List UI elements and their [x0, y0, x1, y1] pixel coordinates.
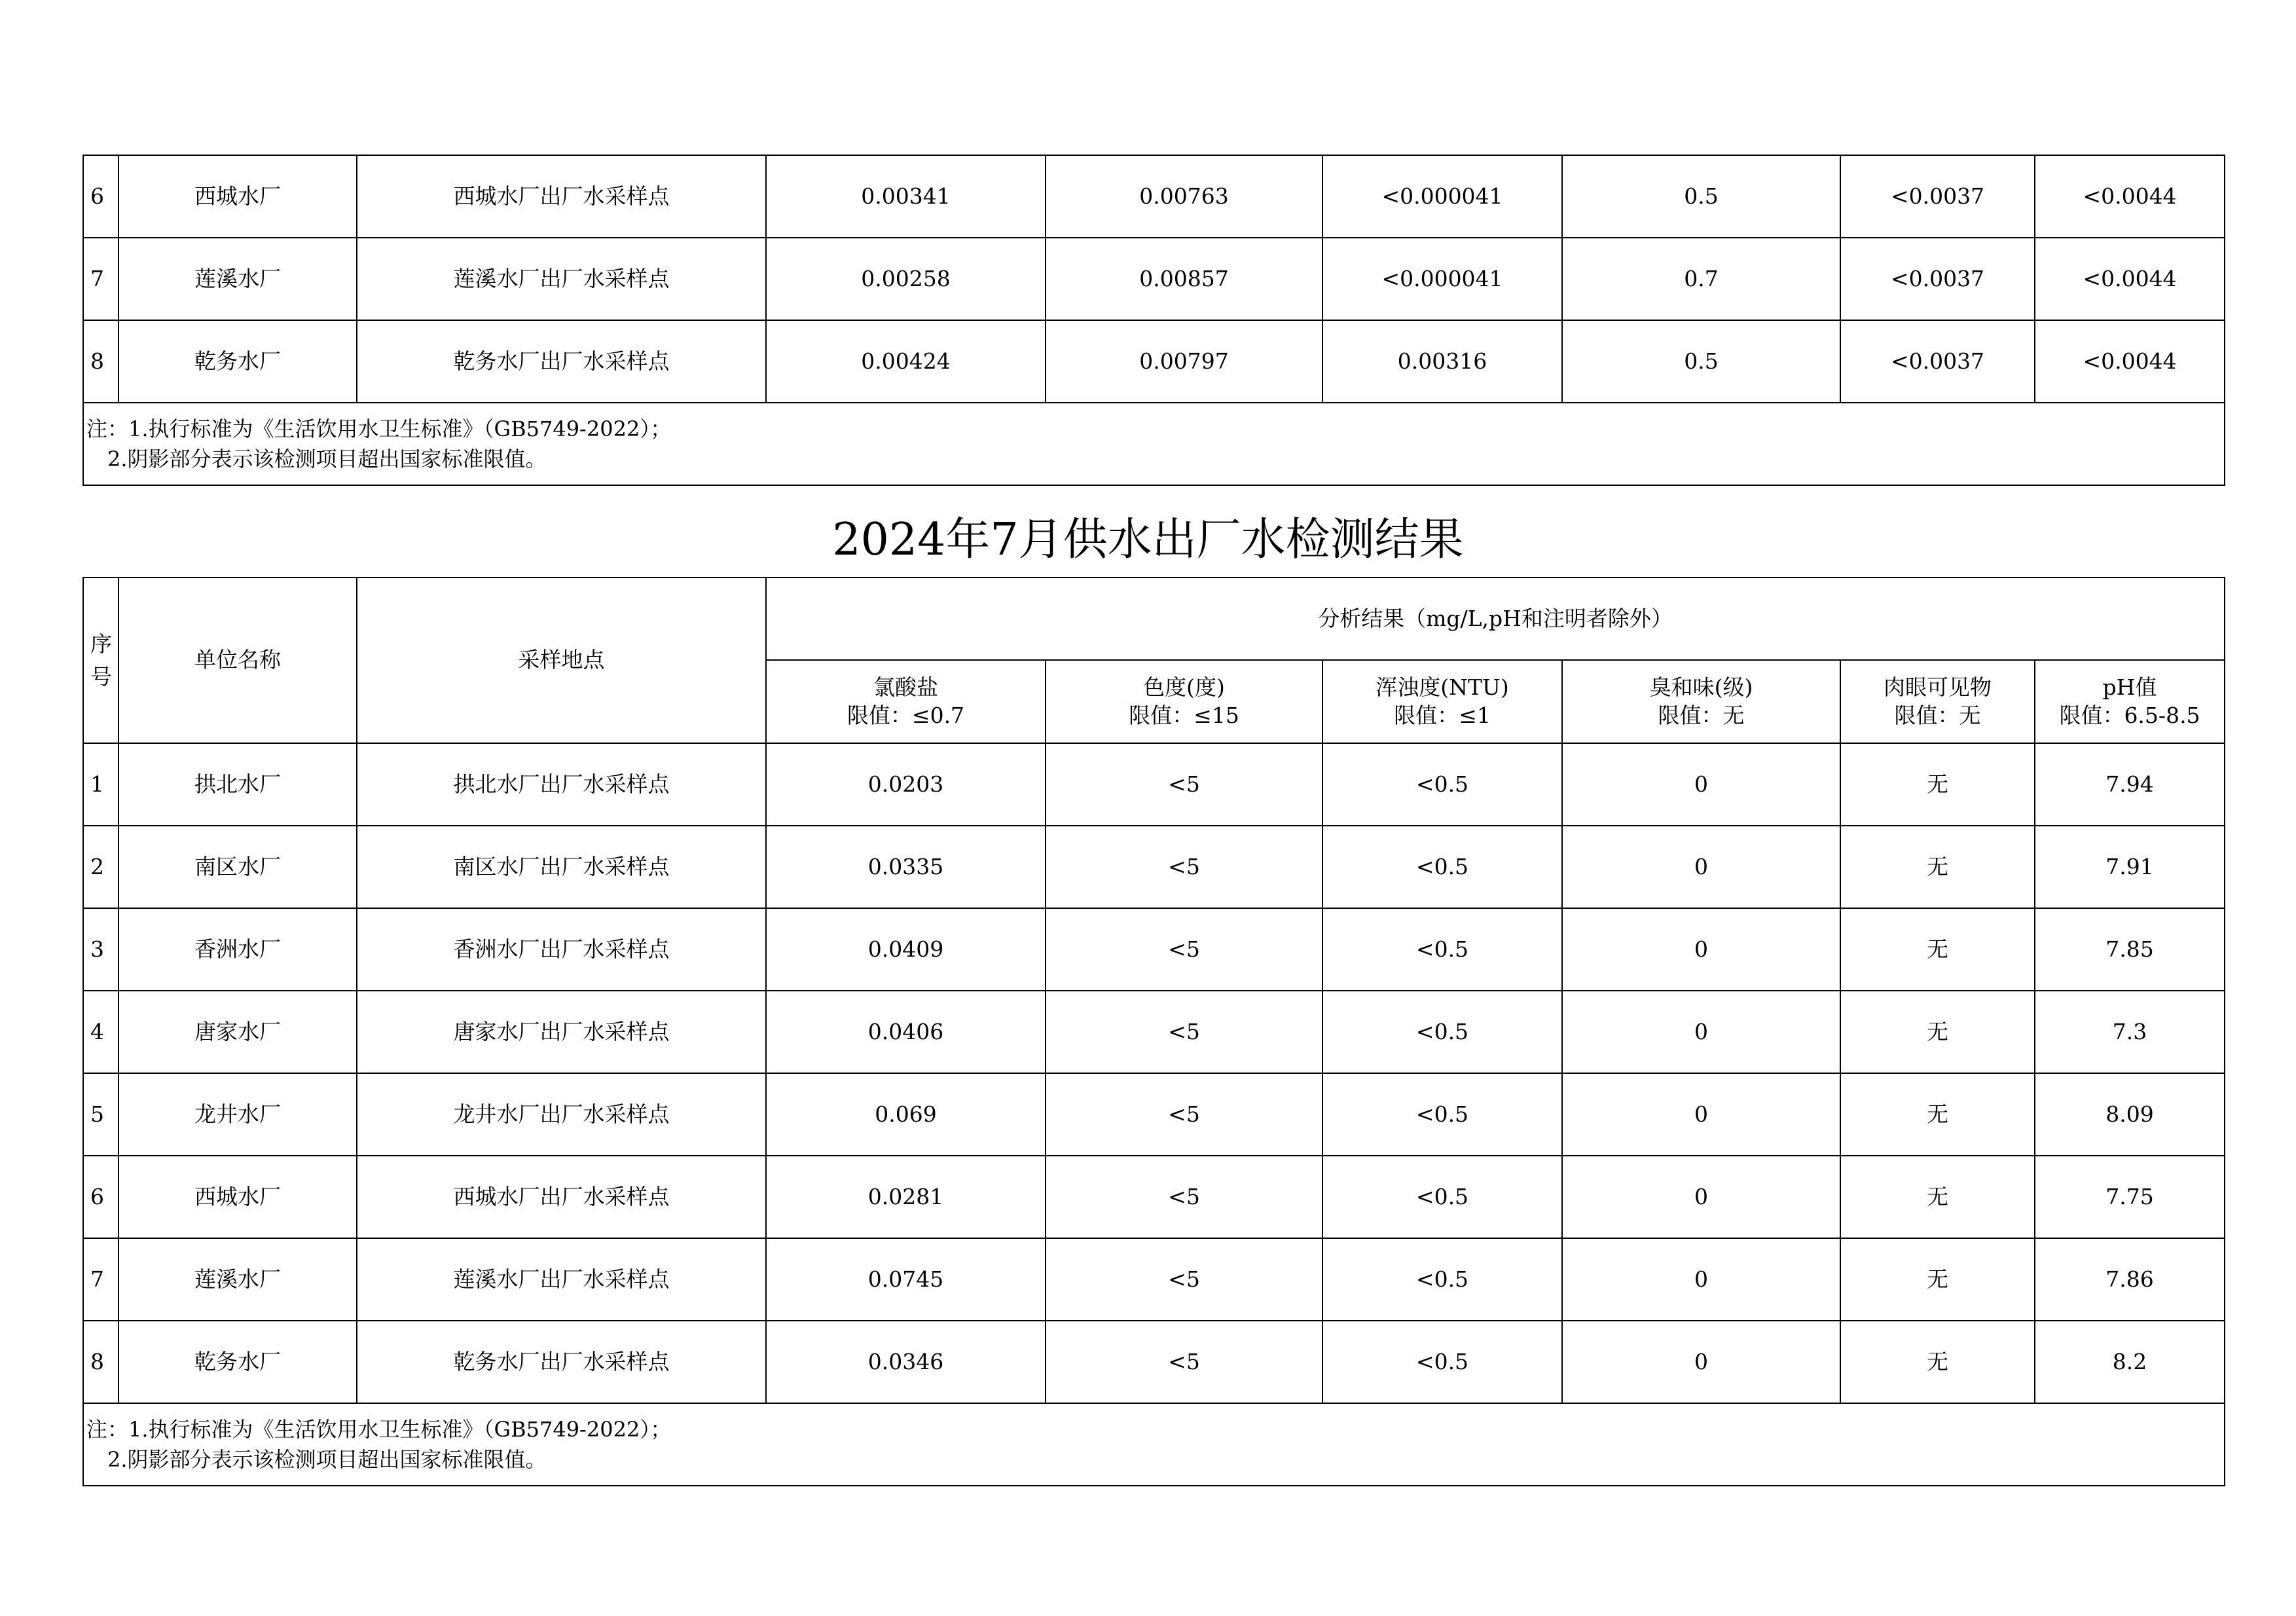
value-cell: <0.000041 [1322, 155, 1562, 238]
column-header [1322, 660, 1562, 743]
value-cell: <0.0037 [1840, 155, 2035, 238]
notes-cell [83, 1403, 2225, 1486]
seq-cell: 5 [83, 1073, 118, 1156]
value-cell: 0.0409 [766, 908, 1046, 991]
value-cell: <0.5 [1322, 991, 1562, 1073]
column-header [1046, 660, 1322, 743]
value-cell: <0.5 [1322, 826, 1562, 908]
value-cell: 0.00258 [766, 238, 1046, 320]
value-cell: 7.3 [2035, 991, 2225, 1073]
page-title: 2024年7月供水出厂水检测结果 [832, 514, 1464, 566]
value-cell: 0.5 [1562, 155, 1840, 238]
value-cell: <0.5 [1322, 1156, 1562, 1238]
column-header [1840, 660, 2035, 743]
sampling-site-cell: 南区水厂出厂水采样点 [357, 826, 766, 908]
value-cell: 0.0335 [766, 826, 1046, 908]
value-cell: 无 [1840, 1156, 2035, 1238]
value-cell: <0.5 [1322, 1321, 1562, 1403]
table-row [83, 155, 2225, 238]
value-cell: 7.91 [2035, 826, 2225, 908]
column-limit: 限值：≤15 [1129, 702, 1239, 728]
value-cell: 8.2 [2035, 1321, 2225, 1403]
unit-name-cell: 南区水厂 [118, 826, 357, 908]
value-cell: <0.0037 [1840, 238, 2035, 320]
value-cell: 0.00424 [766, 320, 1046, 403]
value-cell: <5 [1046, 908, 1322, 991]
value-cell: 无 [1840, 1238, 2035, 1321]
value-cell: <0.0044 [2035, 155, 2225, 238]
value-cell: 0.0281 [766, 1156, 1046, 1238]
value-cell: 0 [1562, 1238, 1840, 1321]
unit-name-cell: 西城水厂 [118, 155, 357, 238]
notes-cell [83, 403, 2225, 485]
value-cell: <0.0037 [1840, 320, 2035, 403]
unit-name-cell: 乾务水厂 [118, 320, 357, 403]
value-cell: 0.0745 [766, 1238, 1046, 1321]
table-row [83, 1073, 2225, 1156]
sampling-site-cell: 拱北水厂出厂水采样点 [357, 743, 766, 826]
column-name: pH值 [2102, 674, 2157, 700]
table-row [83, 743, 2225, 826]
sampling-site-cell: 龙井水厂出厂水采样点 [357, 1073, 766, 1156]
table-row [83, 1156, 2225, 1238]
seq-cell: 8 [83, 1321, 118, 1403]
sampling-site-cell: 乾务水厂出厂水采样点 [357, 1321, 766, 1403]
seq-cell: 2 [83, 826, 118, 908]
value-cell: 0.00763 [1046, 155, 1322, 238]
value-cell: <0.5 [1322, 743, 1562, 826]
sampling-site-cell: 西城水厂出厂水采样点 [357, 1156, 766, 1238]
sampling-site-cell: 莲溪水厂出厂水采样点 [357, 1238, 766, 1321]
value-cell: 无 [1840, 908, 2035, 991]
column-name: 臭和味(级) [1649, 674, 1753, 700]
column-header [1562, 660, 1840, 743]
value-cell: 0.0346 [766, 1321, 1046, 1403]
table-row [83, 238, 2225, 320]
value-cell: <0.0044 [2035, 238, 2225, 320]
seq-cell: 7 [83, 238, 118, 320]
previous-results-body [83, 155, 2225, 403]
value-cell: 0 [1562, 1073, 1840, 1156]
column-name: 肉眼可见物 [1884, 674, 1992, 700]
column-header [766, 660, 1046, 743]
seq-cell: 3 [83, 908, 118, 991]
value-cell: 7.94 [2035, 743, 2225, 826]
unit-name-cell: 莲溪水厂 [118, 238, 357, 320]
value-cell: <5 [1046, 1238, 1322, 1321]
sampling-site-cell: 莲溪水厂出厂水采样点 [357, 238, 766, 320]
value-cell: <0.0044 [2035, 320, 2225, 403]
unit-name-cell: 香洲水厂 [118, 908, 357, 991]
value-cell: 0 [1562, 826, 1840, 908]
value-cell: <5 [1046, 743, 1322, 826]
header-seq: 序号 [83, 578, 118, 743]
value-cell: 0 [1562, 1321, 1840, 1403]
table-row [83, 826, 2225, 908]
note-1: 注：1.执行标准为《生活饮用水卫生标准》（GB5749-2022）； [86, 1416, 672, 1442]
unit-name-cell: 西城水厂 [118, 1156, 357, 1238]
column-limit: 限值：无 [1894, 702, 1981, 728]
unit-name-cell: 莲溪水厂 [118, 1238, 357, 1321]
value-cell: 7.85 [2035, 908, 2225, 991]
value-cell: <5 [1046, 1073, 1322, 1156]
sampling-site-cell: 香洲水厂出厂水采样点 [357, 908, 766, 991]
value-cell: 8.09 [2035, 1073, 2225, 1156]
value-cell: 无 [1840, 1073, 2035, 1156]
value-cell: 0 [1562, 908, 1840, 991]
note-2: 2.阴影部分表示该检测项目超出国家标准限值。 [86, 447, 547, 471]
column-limit: 限值：6.5-8.5 [2059, 702, 2200, 728]
previous-results-table [82, 155, 2225, 486]
value-cell: 0 [1562, 743, 1840, 826]
column-limit: 限值：无 [1658, 702, 1745, 728]
value-cell: 0.5 [1562, 320, 1840, 403]
column-header [2035, 660, 2225, 743]
column-name: 色度(度) [1143, 674, 1225, 700]
seq-cell: 6 [83, 155, 118, 238]
value-cell: 0.00797 [1046, 320, 1322, 403]
value-cell: 0.0203 [766, 743, 1046, 826]
value-cell: <0.5 [1322, 1073, 1562, 1156]
sampling-site-cell: 唐家水厂出厂水采样点 [357, 991, 766, 1073]
value-cell: 无 [1840, 826, 2035, 908]
notes-row [83, 1403, 2225, 1486]
column-limit: 限值：≤0.7 [847, 702, 965, 728]
note-2: 2.阴影部分表示该检测项目超出国家标准限值。 [86, 1447, 547, 1472]
value-cell: 0.00341 [766, 155, 1046, 238]
value-cell: <0.5 [1322, 1238, 1562, 1321]
value-cell: 0 [1562, 991, 1840, 1073]
header-unit: 单位名称 [118, 578, 357, 743]
unit-name-cell: 唐家水厂 [118, 991, 357, 1073]
value-cell: <5 [1046, 826, 1322, 908]
value-cell: 7.75 [2035, 1156, 2225, 1238]
table-row [83, 1238, 2225, 1321]
value-cell: <5 [1046, 1156, 1322, 1238]
header-analysis-group: 分析结果（mg/L,pH和注明者除外） [766, 578, 2225, 660]
seq-cell: 1 [83, 743, 118, 826]
seq-cell: 7 [83, 1238, 118, 1321]
notes-row [83, 403, 2225, 485]
note-1: 注：1.执行标准为《生活饮用水卫生标准》（GB5749-2022）； [86, 416, 672, 441]
seq-cell: 8 [83, 320, 118, 403]
value-cell: 无 [1840, 1321, 2035, 1403]
value-cell: 0.7 [1562, 238, 1840, 320]
value-cell: 0.00857 [1046, 238, 1322, 320]
column-name: 氯酸盐 [873, 674, 938, 700]
value-cell: 0 [1562, 1156, 1840, 1238]
value-cell: 无 [1840, 743, 2035, 826]
seq-cell: 6 [83, 1156, 118, 1238]
value-cell: 7.86 [2035, 1238, 2225, 1321]
sampling-site-cell: 乾务水厂出厂水采样点 [357, 320, 766, 403]
value-cell: <0.000041 [1322, 238, 1562, 320]
unit-name-cell: 乾务水厂 [118, 1321, 357, 1403]
value-cell: 0.0406 [766, 991, 1046, 1073]
column-name: 浑浊度(NTU) [1376, 674, 1509, 700]
value-cell: <5 [1046, 1321, 1322, 1403]
unit-name-cell: 龙井水厂 [118, 1073, 357, 1156]
table-row [83, 320, 2225, 403]
header-row-1 [83, 578, 2225, 660]
column-limit: 限值：≤1 [1394, 702, 1491, 728]
results-body [83, 743, 2225, 1403]
seq-cell: 4 [83, 991, 118, 1073]
table-row [83, 908, 2225, 991]
results-table [82, 577, 2225, 1486]
value-cell: <5 [1046, 991, 1322, 1073]
value-cell: 0.00316 [1322, 320, 1562, 403]
value-cell: <0.5 [1322, 908, 1562, 991]
table-row [83, 991, 2225, 1073]
table-row [83, 1321, 2225, 1403]
value-cell: 0.069 [766, 1073, 1046, 1156]
sampling-site-cell: 西城水厂出厂水采样点 [357, 155, 766, 238]
value-cell: 无 [1840, 991, 2035, 1073]
unit-name-cell: 拱北水厂 [118, 743, 357, 826]
header-site: 采样地点 [357, 578, 766, 743]
